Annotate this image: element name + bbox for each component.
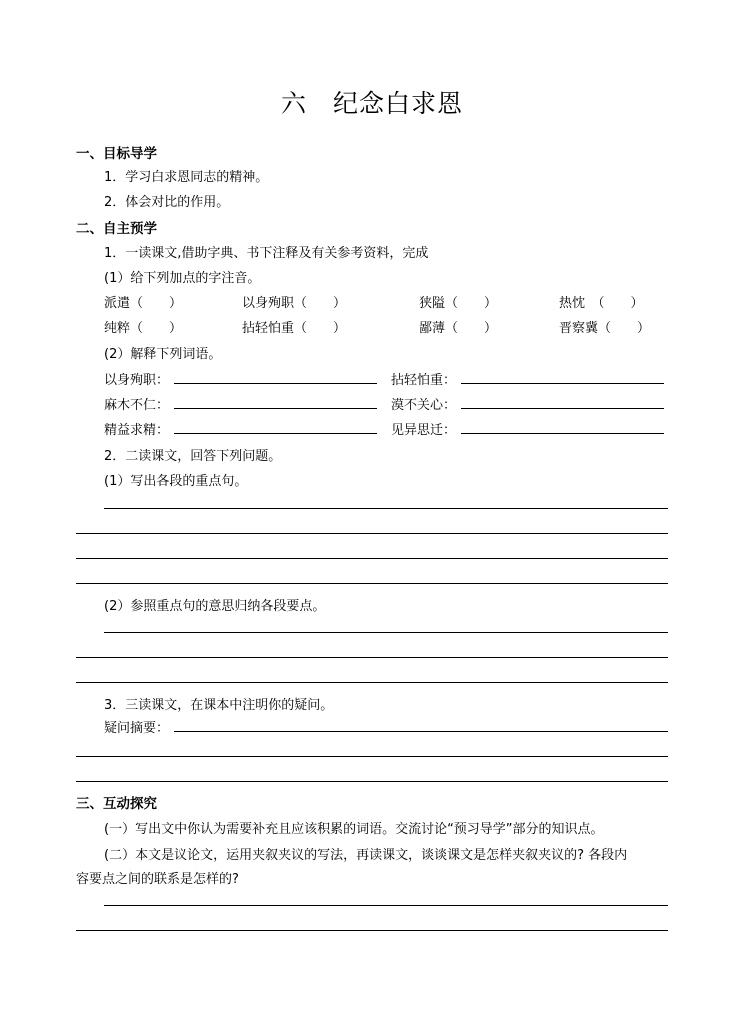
pinyin-item: 纯粹（ ） xyxy=(104,321,183,336)
answer-line[interactable] xyxy=(76,583,668,584)
answer-line[interactable] xyxy=(104,632,668,633)
explore-item-2: (二）本文是议论文，运用夹叙夹议的写法，再读课文，谈谈课文是怎样夹叙夹议的? 各段内 xyxy=(104,848,628,863)
page-title: 六 纪念白求恩 xyxy=(280,89,463,118)
term-label: 漠不关心： xyxy=(391,398,457,413)
answer-line[interactable] xyxy=(76,533,668,534)
pinyin-item: 鄙薄（ ） xyxy=(419,321,498,336)
goal-item-1: 1．学习白求恩同志的精神。 xyxy=(104,170,269,185)
goal-item-2: 2．体会对比的作用。 xyxy=(104,195,230,210)
question-1: 1．一读课文,借助字典、书下注释及有关参考资料，完成 xyxy=(104,246,429,261)
term-label: 麻木不仁： xyxy=(104,398,170,413)
term-label: 以身殉职： xyxy=(104,373,170,388)
pinyin-item: 拈轻怕重（ ） xyxy=(242,321,347,336)
pinyin-item: 以身殉职（ ） xyxy=(242,296,347,311)
answer-line[interactable] xyxy=(461,433,664,434)
sub-question-pinyin: (1）给下列加点的字注音。 xyxy=(104,271,261,286)
pinyin-item: 狭隘（ ） xyxy=(419,296,498,311)
answer-line[interactable] xyxy=(76,657,668,658)
pinyin-item: 晋察冀（ ） xyxy=(559,321,651,336)
question-2: 2．二读课文，回答下列问题。 xyxy=(104,449,282,464)
explore-item-1: (一）写出文中你认为需要补充且应该积累的词语。交流讨论“预习导学”部分的知识点。 xyxy=(104,822,604,837)
answer-line[interactable] xyxy=(76,930,668,931)
answer-line[interactable] xyxy=(174,383,377,384)
answer-line[interactable] xyxy=(76,682,668,683)
answer-line[interactable] xyxy=(76,558,668,559)
sub-question-key-sentences: (1）写出各段的重点句。 xyxy=(104,474,248,489)
section-heading-explore: 三、互动探究 xyxy=(76,796,157,812)
answer-line[interactable] xyxy=(461,383,664,384)
answer-line[interactable] xyxy=(76,781,668,782)
answer-line[interactable] xyxy=(104,508,668,509)
explore-item-2-cont: 容要点之间的联系是怎样的? xyxy=(76,872,239,887)
section-heading-self-study: 二、自主预学 xyxy=(76,221,157,237)
pinyin-item: 热忱 （ ） xyxy=(559,296,644,311)
answer-line[interactable] xyxy=(174,408,377,409)
answer-line[interactable] xyxy=(174,433,377,434)
question-3: 3．三读课文，在课本中注明你的疑问。 xyxy=(104,698,334,713)
answer-line[interactable] xyxy=(104,905,668,906)
sub-question-explain: (2）解释下列词语。 xyxy=(104,347,222,362)
term-label: 拈轻怕重： xyxy=(391,373,457,388)
question-summary-label: 疑问摘要： xyxy=(104,721,170,736)
sub-question-summary: (2）参照重点句的意思归纳各段要点。 xyxy=(104,599,326,614)
term-label: 见异思迁： xyxy=(391,423,457,438)
answer-line[interactable] xyxy=(461,408,664,409)
answer-line[interactable] xyxy=(174,731,668,732)
pinyin-item: 派遣（ ） xyxy=(104,296,183,311)
section-heading-goals: 一、目标导学 xyxy=(76,146,157,162)
term-label: 精益求精： xyxy=(104,423,170,438)
answer-line[interactable] xyxy=(76,756,668,757)
